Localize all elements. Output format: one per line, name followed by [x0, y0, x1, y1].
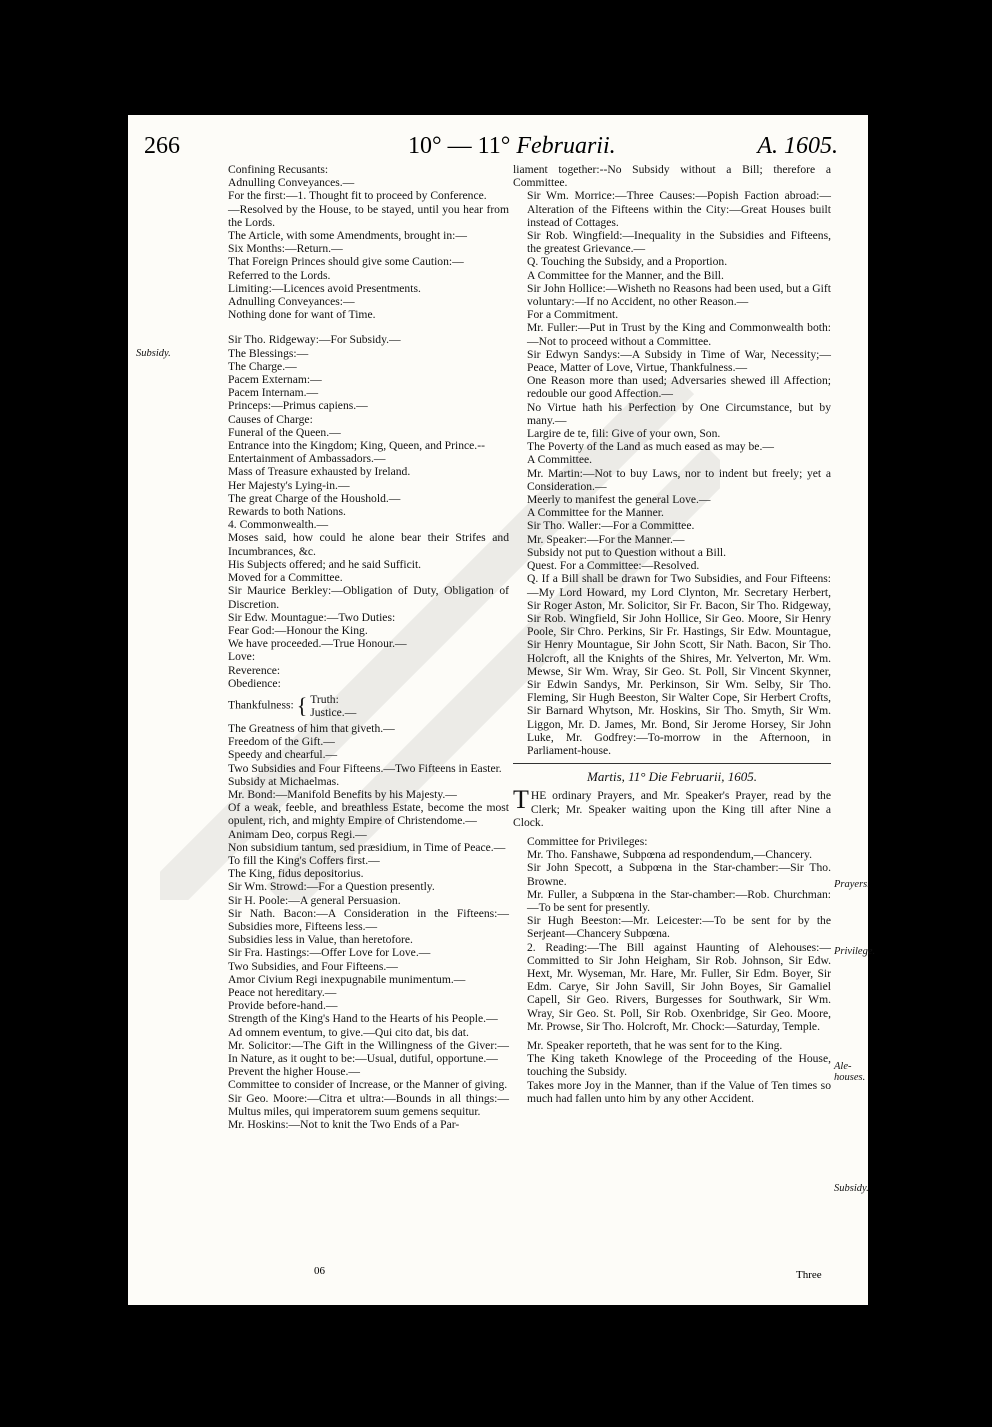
margin-note-prayers: Prayers. — [834, 879, 870, 890]
text-line: Pacem Internam.— — [228, 386, 319, 400]
catchword: Three — [796, 1269, 822, 1281]
margin-note-subsidy-2: Subsidy. — [834, 1183, 869, 1194]
text-line: Sir Nath. Bacon:—A Consideration in the Fifteens:—Subsidies more, Fifteens less.— — [228, 906, 509, 933]
text-line: Two Subsidies, and Four Fifteens.— — [228, 959, 398, 973]
text-line: Pacem Externam:— — [228, 373, 322, 387]
text-line: Her Majesty's Lying-in.— — [228, 478, 350, 492]
section-heading: Martis, 11° Die Februarii, 1605. — [513, 763, 831, 783]
text-line: Mr. Solicitor:—The Gift in the Willingness of the Giver:—In Nature, as it ought to be:—Usual, dutiful, opportune.— — [228, 1038, 509, 1065]
text-line: The Charge.— — [228, 359, 297, 373]
text-line: Amor Civium Regi inexpugnabile munimentum.— — [228, 972, 466, 986]
text-line: Sir Edwyn Sandys:—A Subsidy in Time of War, Necessity;—Peace, Matter of Love, Virtue, Thankfulness.— — [527, 347, 831, 375]
text-line: Ad omnem eventum, to give.—Qui cito dat, bis dat. — [228, 1025, 469, 1039]
text-line: Sir Fra. Hastings:—Offer Love for Love.— — [228, 946, 431, 960]
text-line: Mr. Speaker:—For the Manner.— — [527, 532, 685, 546]
text-line: A Committee for the Manner, and the Bill. — [527, 268, 724, 282]
margin-note-subsidy: Subsidy. — [136, 348, 171, 359]
page-number: 266 — [144, 133, 180, 159]
text-line: Strength of the King's Hand to the Hearts of his People.— — [228, 1012, 498, 1026]
text-line: The Blessings:— — [228, 346, 309, 360]
thankfulness-truth: Truth: — [310, 692, 339, 706]
spacer — [214, 321, 509, 333]
text-line: Meerly to manifest the general Love.— — [527, 493, 711, 507]
document-page — [128, 115, 876, 1305]
text-line: Funeral of the Queen.— — [228, 425, 341, 439]
text-line: Sir John Hollice:—Wisheth no Reasons had been used, but a Gift voluntary:—If no Accident, no other Reason.— — [527, 281, 831, 309]
text-line: For the first:—1. Thought fit to proceed by Conference. — [228, 189, 487, 203]
text-line: The Article, with some Amendments, brought in:— — [228, 229, 467, 243]
text-line: Mr. Speaker reporteth, that he was sent for to the King. — [527, 1039, 783, 1052]
text-line — [513, 785, 831, 829]
text-line: Mr. Martin:—Not to buy Laws, nor to indent but freely; yet a Consideration.— — [527, 466, 831, 493]
text-line: Adnulling Conveyances.— — [228, 176, 355, 190]
text-line: Mr. Fuller:—Put in Trust by the King and Commonwealth both:—Not to proceed without a Committee. — [527, 321, 831, 348]
text-line: Animam Deo, corpus Regi.— — [228, 827, 367, 841]
drop-cap: T — [513, 785, 529, 815]
text-line: Rewards to both Nations. — [228, 505, 346, 519]
text-line: Entertainment of Ambassadors.— — [228, 452, 386, 466]
right-column — [513, 163, 831, 1105]
text-line: Sir Edw. Mountague:—Two Duties: — [228, 610, 396, 624]
text-line: Provide before-hand.— — [228, 999, 338, 1013]
text-line: 2. Reading:—The Bill against Haunting of Alehouses:—Committed to Sir John Heigham, Sir Rob. Johnson, Sir Edw. Hext, Mr. Wyseman, Mr. Hare, Mr. Fuller, Sir Edm. Boyer, Sir Edm. Carye, Sir John Savill, Sir John Boyes, Sir Gamaliel Capell, Sir Geo. Rivers, Burgesses for Southwark, Sir Wm. Wray, Sir Geo. St. Poll, Sir Rob. Oxenbridge, Sir Geo. Moore, Mr. Prowse, Sir Tho. Holcroft, Mr. Chock:—Saturday, Temple. — [527, 940, 831, 1033]
text-line: Sir Maurice Berkley:—Obligation of Duty, Obligation of Discretion. — [228, 584, 509, 611]
text-line: One Reason more than used; Adversaries shewed ill Affection; redouble our good Affection.— — [527, 374, 831, 401]
text-line-body: HE ordinary Prayers, and Mr. Speaker's Prayer, read by the Clerk; Mr. Speaker waiting upon the King till after Nine a Clock. — [513, 789, 831, 829]
text-line: Sir H. Poole:—A general Persuasion. — [228, 893, 401, 907]
text-line: Sir Tho. Waller:—For a Committee. — [527, 519, 695, 533]
text-line: Sir Wm. Strowd:—For a Question presently. — [228, 880, 435, 894]
text-line: The King, fidus depositorius. — [228, 867, 364, 881]
text-line: Causes of Charge: — [228, 412, 313, 426]
text-line: To fill the King's Coffers first.— — [228, 853, 380, 867]
text-line: Fear God:—Honour the King. — [228, 623, 368, 637]
text-line: Sir John Specott, a Subpœna in the Star-chamber:—Sir Tho. Browne. — [527, 861, 831, 888]
text-line: Mass of Treasure exhausted by Ireland. — [228, 465, 411, 479]
text-line: The great Charge of the Houshold.— — [228, 491, 401, 505]
text-line: No Virtue hath his Perfection by One Circumstance, but by many.— — [527, 400, 831, 427]
signature-mark: 06 — [314, 1265, 325, 1277]
text-line: Entrance into the Kingdom; King, Queen, and Prince.-- — [228, 439, 485, 453]
text-line: Takes more Joy in the Manner, than if the Value of Ten times so much had fallen unto him by any other Accident. — [527, 1078, 831, 1105]
text-line: Mr. Fuller, a Subpœna in the Star-chamber:—Rob. Churchman:—To be sent for presently. — [527, 887, 831, 914]
text-line: Subsidy not put to Question without a Bill. — [527, 545, 727, 559]
text-line: Mr. Tho. Fanshawe, Subpœna ad respondendum,—Chancery. — [527, 848, 812, 862]
text-line: Q. If a Bill shall be drawn for Two Subsidies, and Four Fifteens:—My Lord Howard, my Lord Clynton, Mr. Secretary Herbert, Sir Roger Aston, Mr. Solicitor, Sir Fr. Bacon, Sir Tho. Ridgeway, Sir Rob. Wingfield, Sir John Hollice, Sir Geo. Moore, Sir Henry Poole, Sir Chro. Perkins, Sir Fr. Hastings, Sir Edw. Mountague, Sir Henry Mountague, Sir John Scott, Sir Nath. Bacon, Sir Tho. Holcroft, all the Knights of the Shires, Mr. Yelverton, Mr. Wm. Mewse, Sir Wm. Wray, Sir Geo. St. Poll, Sir Vincent Skynner, Sir Edwin Sandys, Mr. Perkinson, Sir Wm. Selby, Sir Tho. Fleming, Sir Hugh Beeston, Sir Walter Cope, Sir Herbert Crofts, Sir Barnard Whytson, Mr. Hoskins, Sir Tho. Smyth, Sir Wm. Liggon, Mr. D. James, Mr. Bond, Sir Jerome Horsey, Sir John Luke, Mr. Godfrey:—To-morrow in the Afternoon, in Parliament-house. — [527, 572, 831, 757]
text-line: Sir Rob. Wingfield:—Inequality in the Subsidies and Fifteens, the greatest Grievance.— — [527, 229, 831, 256]
thankfulness-row — [214, 693, 509, 719]
text-line: Two Subsidies and Four Fifteens.—Two Fifteens in Easter. — [228, 761, 502, 775]
text-line: Love: — [228, 650, 256, 664]
text-line: Sir Tho. Ridgeway:—For Subsidy.— — [228, 333, 401, 347]
text-line: Obedience: — [228, 676, 281, 690]
text-line: Moved for a Committee. — [228, 571, 343, 585]
thankfulness-items — [310, 693, 356, 719]
text-line: The King taketh Knowlege of the Proceeding of the House, touching the Subsidy. — [527, 1052, 831, 1079]
text-line: Peace not hereditary.— — [228, 985, 337, 999]
left-column — [214, 163, 509, 1131]
thankfulness-justice: Justice.— — [310, 705, 357, 719]
thankfulness-label: Thankfulness: — [228, 698, 294, 712]
margin-note-alehouses: Ale-houses. — [834, 1061, 866, 1083]
text-line: Subsidy at Michaelmas. — [228, 774, 340, 788]
text-line: We have proceeded.—True Honour.— — [228, 637, 407, 651]
text-line: Speedy and chearful.— — [228, 748, 338, 762]
text-line: A Committee for the Manner. — [527, 506, 664, 520]
text-line: Largire de te, fili: Give of your own, Son. — [527, 427, 721, 441]
text-line: 4. Commonwealth.— — [228, 518, 329, 532]
text-line: Sir Hugh Beeston:—Mr. Leicester:—To be sent for by the Serjeant—Chancery Subpœna. — [527, 914, 831, 941]
text-line: Referred to the Lords. — [228, 268, 331, 282]
text-line: Committee to consider of Increase, or the Manner of giving. — [228, 1078, 508, 1092]
text-line: That Foreign Princes should give some Caution:— — [228, 255, 464, 269]
text-line: Confining Recusants: — [228, 163, 329, 176]
text-line: Non subsidium tantum, sed præsidium, in Time of Peace.— — [228, 840, 506, 854]
text-line: Nothing done for want of Time. — [228, 308, 376, 322]
margin-note-privilege: Privilege. — [834, 946, 876, 957]
text-line: Adnulling Conveyances:— — [228, 295, 355, 309]
text-line: Sir Wm. Morrice:—Three Causes:—Popish Faction abroad:—Alteration of the Fifteens within the City:—Great Houses built instead of Cottages. — [527, 189, 831, 229]
text-line: —Resolved by the House, to be stayed, until you hear from the Lords. — [228, 202, 509, 229]
page-year: A. 1605. — [757, 133, 838, 159]
text-line: Mr. Hoskins:—Not to knit the Two Ends of a Par- — [228, 1118, 460, 1132]
text-line: Of a weak, feeble, and breathless Estate, become the most opulent, rich, and mighty Empire of Christendome.— — [228, 801, 509, 828]
text-line: The Greatness of him that giveth.— — [228, 721, 395, 735]
date-range: 10° — 11° — [408, 133, 511, 159]
text-line: liament together:--No Subsidy without a Bill; therefore a Committee. — [513, 163, 831, 190]
text-line: Quest. For a Committee:—Resolved. — [527, 559, 700, 573]
text-line: His Subjects offered; and he said Sufficit. — [228, 557, 422, 571]
text-line: Prevent the higher House.— — [228, 1065, 361, 1079]
text-line: Freedom of the Gift.— — [228, 735, 335, 749]
month-label: Februarii. — [516, 133, 616, 159]
text-line: Committee for Privileges: — [527, 834, 648, 848]
text-line: Moses said, how could he alone bear their Strifes and Incumbrances, &c. — [228, 531, 509, 558]
text-line: Limiting:—Licences avoid Presentments. — [228, 281, 421, 295]
text-line: Mr. Bond:—Manifold Benefits by his Majesty.— — [228, 787, 457, 801]
text-line: The Poverty of the Land as much eased as may be.— — [527, 440, 774, 454]
text-line: Sir Geo. Moore:—Citra et ultra:—Bounds in all things:—Multus miles, qui imperatorem suum gemens sequitur. — [228, 1091, 509, 1118]
text-line: Q. Touching the Subsidy, and a Proportion. — [527, 255, 728, 269]
page-date — [408, 133, 616, 160]
text-line: Princeps:—Primus capiens.— — [228, 399, 368, 413]
text-line: Reverence: — [228, 663, 281, 677]
text-line: A Committee. — [527, 453, 593, 467]
text-line: Six Months:—Return.— — [228, 242, 343, 256]
text-line: For a Commitment. — [527, 308, 619, 322]
text-line: Subsidies less in Value, than heretofore. — [228, 933, 413, 947]
brace-mark: { — [296, 692, 308, 718]
